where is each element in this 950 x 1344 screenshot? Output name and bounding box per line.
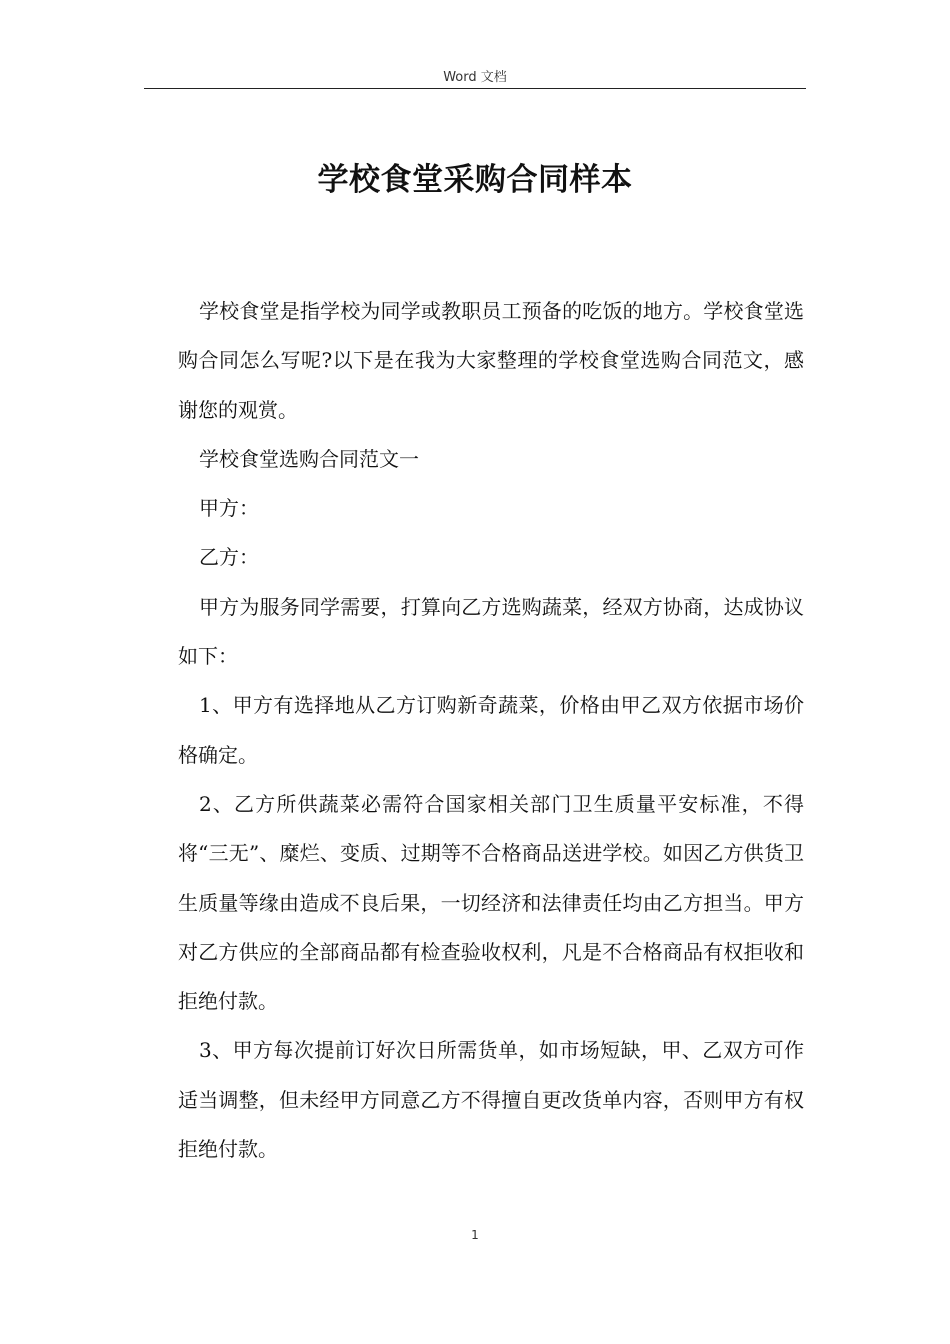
page-number: 1	[471, 1228, 479, 1242]
section-heading: 学校食堂选购合同范文一	[199, 446, 419, 471]
clause-2: 2、乙方所供蔬菜必需符合国家相关部门卫生质量平安标准，不得将“三无”、糜烂、变质、过期等不合格商品送进学校。如因乙方供货卫生质量等缘由造成不良后果，一切经济和法律责任均由乙方担当。甲方对乙方供应的全部商品都有检查验收权利，凡是不合格商品有权拒收和拒绝付款。	[178, 791, 804, 1014]
agreement-preamble: 甲方为服务同学需要，打算向乙方选购蔬菜，经双方协商，达成协议如下：	[178, 594, 804, 669]
party-a-line: 甲方：	[199, 496, 259, 521]
clause-1: 1、甲方有选择地从乙方订购新奇蔬菜，价格由甲乙双方依据市场价格确定。	[178, 693, 804, 767]
document-title: 学校食堂采购合同样本	[317, 162, 633, 198]
header-text: Word 文档	[443, 70, 507, 85]
clause-3: 3、甲方每次提前订好次日所需货单，如市场短缺，甲、乙双方可作适当调整，但未经甲方同意乙方不得擅自更改货单内容，否则甲方有权拒绝付款。	[178, 1038, 804, 1162]
page-footer	[0, 1228, 950, 1242]
intro-paragraph: 学校食堂是指学校为同学或教职员工预备的吃饭的地方。学校食堂选购合同怎么写呢?以下是在我为大家整理的学校食堂选购合同范文，感谢您的观赏。	[178, 299, 804, 422]
document-body	[178, 287, 804, 1174]
page-header	[144, 66, 806, 89]
party-b-line: 乙方：	[199, 545, 259, 570]
